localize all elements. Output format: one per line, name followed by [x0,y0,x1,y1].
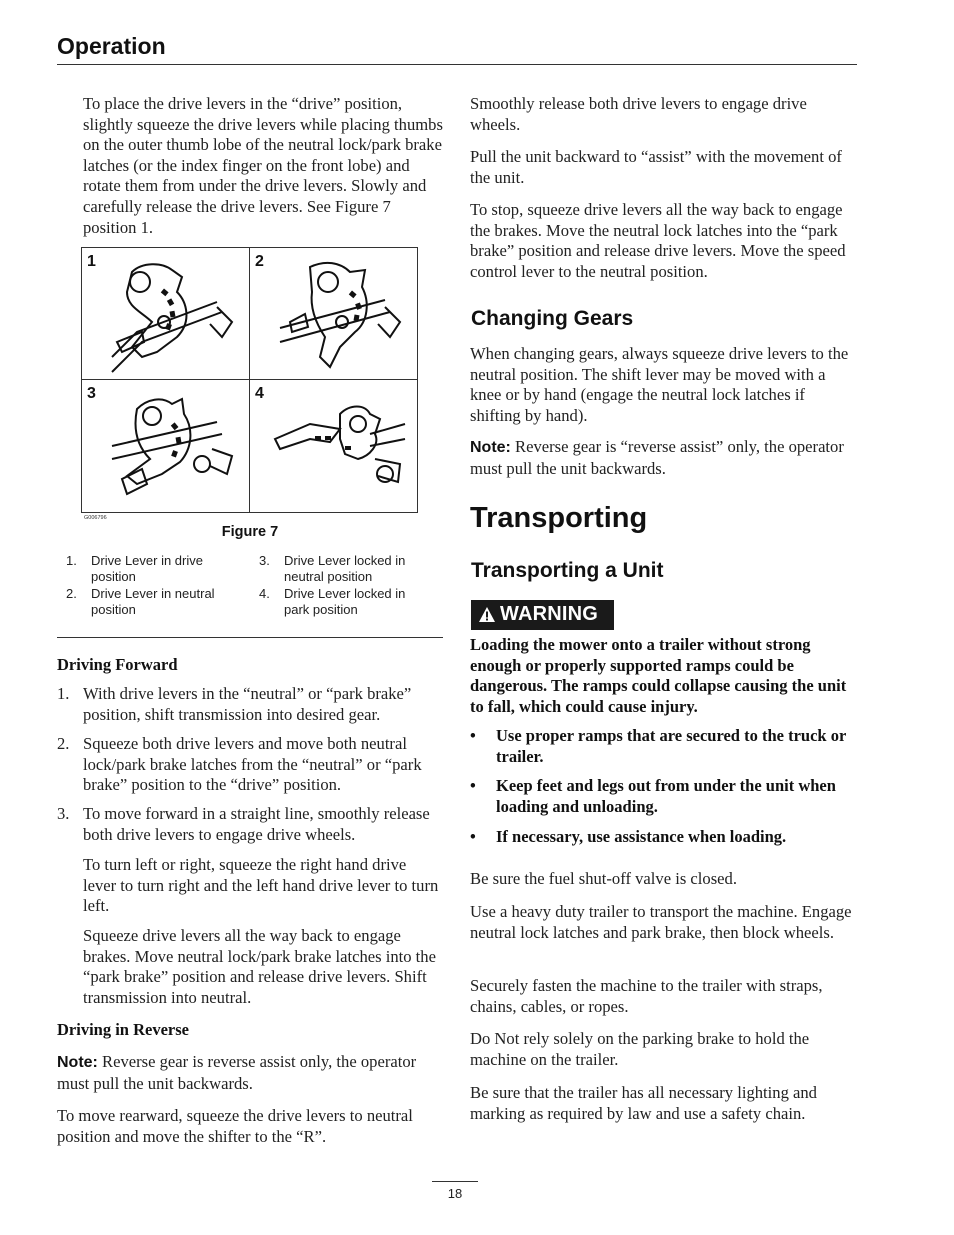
stop-brakes-paragraph: To stop, squeeze drive levers all the way back to engage the brakes. Move the neutral lock latches into the “park brake” position and release drive levers. Move the speed control lever to the neutral position. [470,200,846,281]
warning-badge [471,600,614,630]
note-text: Reverse gear is “reverse assist” only, the operator must pull the unit backwards. [470,437,844,478]
transport-paragraph: Securely fasten the machine to the trailer with straps, chains, cables, or ropes. [470,976,823,1016]
warning-bullet: • If necessary, use assistance when loading. [470,827,787,846]
assist-paragraph: Pull the unit backward to “assist” with the movement of the unit. [470,147,842,187]
list-item: 3. To move forward in a straight line, smoothly release both drive levers to engage drive wheels. [57,804,430,844]
figure-cell-2 [250,248,417,379]
header-rule [57,64,857,65]
figure-7-grid [81,247,418,513]
figure-cell-4 [250,380,417,511]
bullet-icon: • [470,776,476,795]
driving-forward-heading: Driving Forward [57,655,178,674]
note-label: Note: [470,439,511,456]
warning-text: Loading the mower onto a trailer without strong enough or properly supported ramps could be dangerous. The ramps could collapse causing the unit to fall, which could cause injury. [470,635,847,716]
drive-lever-locked-park-illustration [270,384,410,509]
figure-cell-number: 2 [255,253,264,270]
changing-gears-paragraph: When changing gears, always squeeze drive levers to the neutral position. The shift lever may be moved with a knee or by hand (engage the neutral lock latches if shifting by hand). [470,344,849,425]
footer-rule [432,1181,478,1182]
drive-lever-locked-neutral-illustration [102,384,242,509]
rearward-paragraph: To move rearward, squeeze the drive levers to neutral position and move the shifter to the “R”. [57,1106,413,1146]
bullet-icon: • [470,726,476,745]
intro-paragraph: To place the drive levers in the “drive” position, slightly squeeze the drive levers while placing thumbs on the outer thumb lobe of the neutral lock/park brake latches (or the index finger on the front lobe) and rotate them from under the drive levers. Slowly and carefully release the drive levers. See Figure 7 position 1. [83,94,443,237]
gears-note [470,437,858,479]
section-title: Operation [57,33,166,59]
reverse-note [57,1052,445,1094]
transport-paragraph: Do Not rely solely on the parking brake to hold the machine on the trailer. [470,1029,810,1069]
figure-rule [57,637,443,638]
page-number: 18 [447,1186,463,1201]
transport-paragraph: Be sure that the trailer has all necessary lighting and marking as required by law and use a safety chain. [470,1083,817,1123]
figure-cell-number: 1 [87,253,96,270]
transport-paragraph: Use a heavy duty trailer to transport the machine. Engage neutral lock latches and park brake, then block wheels. [470,902,852,942]
stop-paragraph: Squeeze drive levers all the way back to engage brakes. Move neutral lock/park brake latches into the “park brake” position and release drive levers. Shift transmission into neutral. [83,926,436,1007]
transporting-title: Transporting [470,502,648,534]
figure-cell-3 [82,380,249,511]
warning-bullet: • Keep feet and legs out from under the unit when loading and unloading. [470,776,836,816]
changing-gears-heading: Changing Gears [471,307,634,330]
warning-bullet: • Use proper ramps that are secured to the truck or trailer. [470,726,846,766]
transport-paragraph: Be sure the fuel shut-off valve is closed. [470,869,737,888]
figure-cell-number: 3 [87,385,96,402]
drive-lever-drive-illustration [102,252,242,377]
note-label: Note: [57,1054,98,1071]
list-item: 2. Squeeze both drive levers and move both neutral lock/park brake latches from the “neutral” or “park brake” position to the “drive” position. [57,734,422,795]
list-item: 1. With drive levers in the “neutral” or “park brake” position, shift transmission into desired gear. [57,684,412,724]
warning-label: WARNING [500,603,599,625]
transporting-unit-heading: Transporting a Unit [471,559,664,582]
driving-reverse-heading: Driving in Reverse [57,1020,189,1039]
figure-cell-1 [82,248,249,379]
drive-lever-neutral-illustration [270,252,410,377]
figure-cell-number: 4 [255,385,264,402]
warning-triangle-icon [478,606,496,623]
note-text: Reverse gear is reverse assist only, the operator must pull the unit backwards. [57,1052,417,1093]
release-paragraph: Smoothly release both drive levers to engage drive wheels. [470,94,807,134]
figure-caption: Figure 7 [221,524,279,540]
turn-paragraph: To turn left or right, squeeze the right hand drive lever to turn right and the left hand drive lever to turn left. [83,855,439,916]
bullet-icon: • [470,827,476,846]
figure-code: G006796 [84,515,107,521]
